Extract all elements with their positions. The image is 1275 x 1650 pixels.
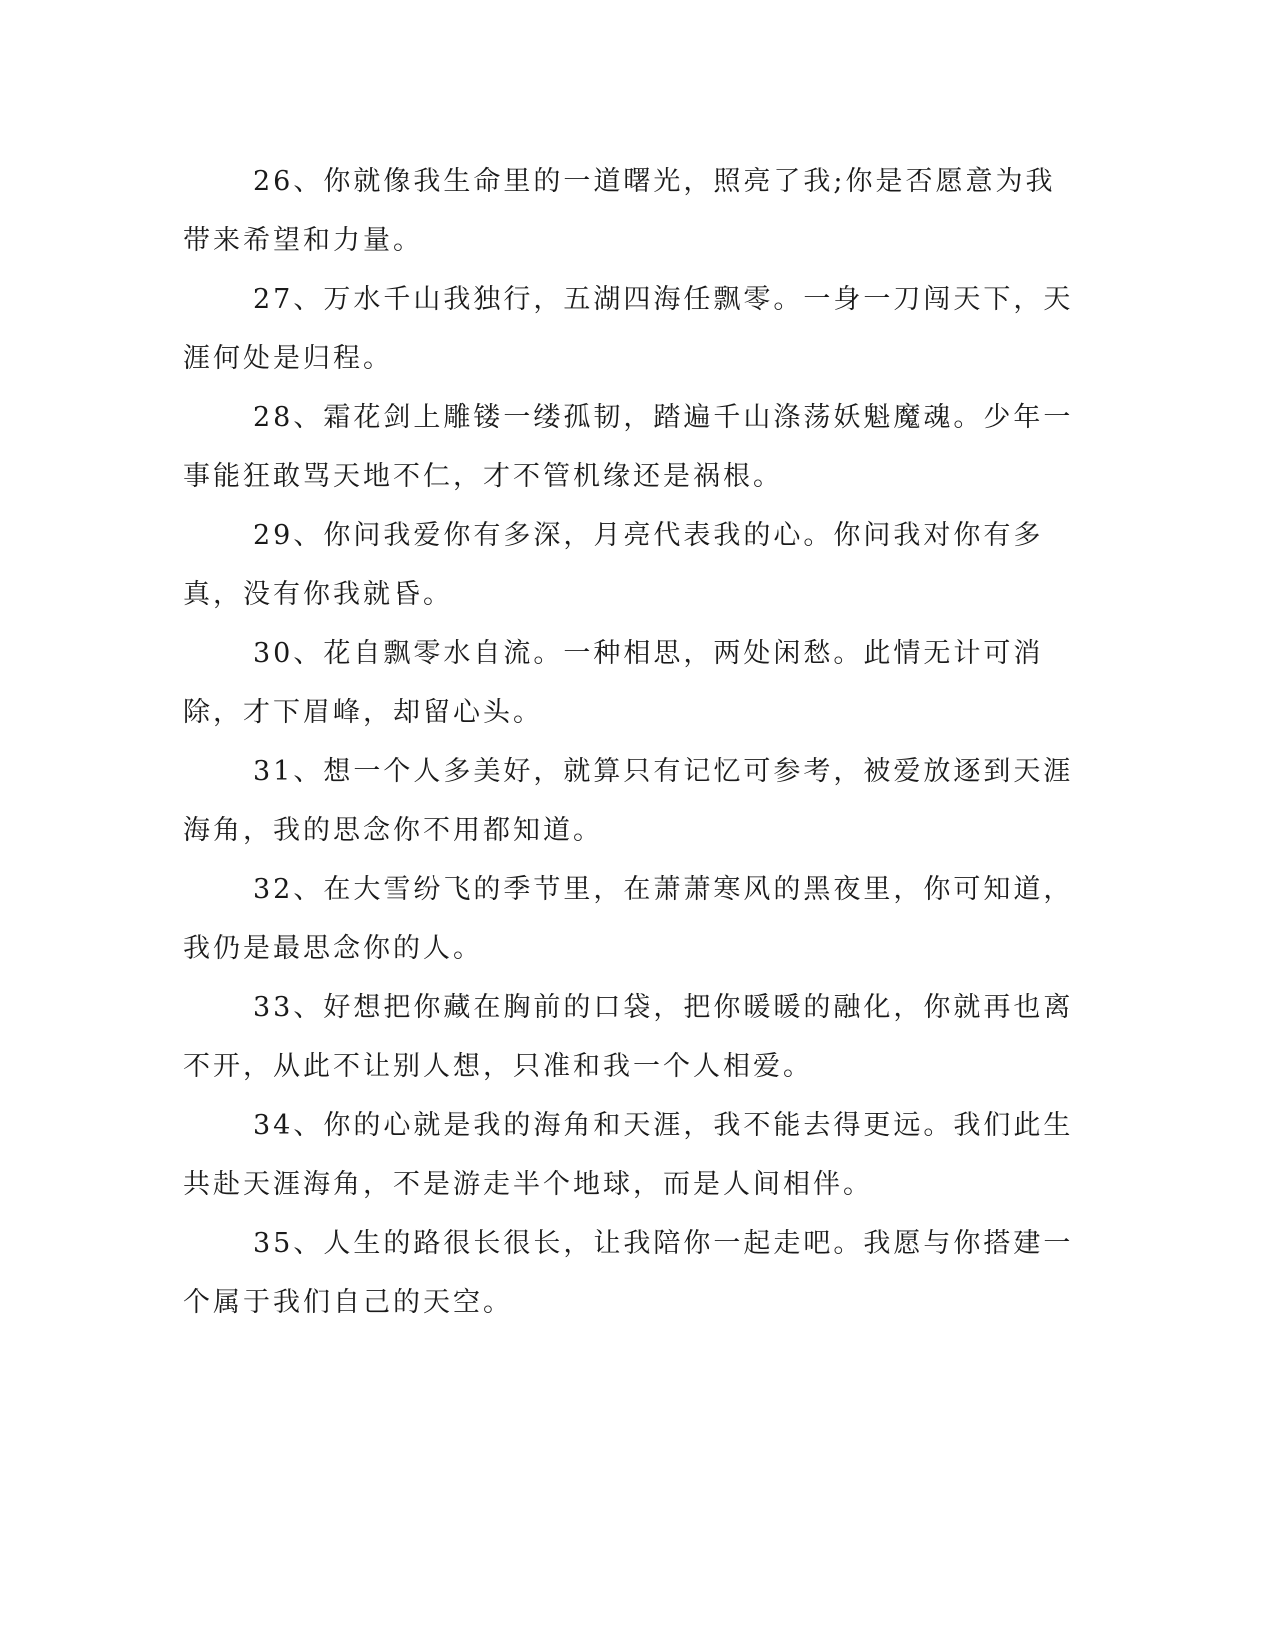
paragraph-33: 33、好想把你藏在胸前的口袋，把你暖暖的融化，你就再也离不开，从此不让别人想，只准和我一个人相爱。 [183,992,1074,1082]
paragraph-32: 32、在大雪纷飞的季节里，在萧萧寒风的黑夜里，你可知道，我仍是最思念你的人。 [183,874,1074,964]
paragraph-34: 34、你的心就是我的海角和天涯，我不能去得更远。我们此生共赴天涯海角，不是游走半个地球，而是人间相伴。 [183,1110,1074,1200]
paragraph-35: 35、人生的路很长很长，让我陪你一起走吧。我愿与你搭建一个属于我们自己的天空。 [183,1228,1074,1318]
paragraph-27: 27、万水千山我独行，五湖四海任飘零。一身一刀闯天下，天涯何处是归程。 [183,284,1074,374]
paragraph-29: 29、你问我爱你有多深，月亮代表我的心。你问我对你有多真，没有你我就昏。 [183,520,1044,610]
paragraph-30: 30、花自飘零水自流。一种相思，两处闲愁。此情无计可消除，才下眉峰，却留心头。 [183,638,1044,728]
paragraph-31: 31、想一个人多美好，就算只有记忆可参考，被爱放逐到天涯海角，我的思念你不用都知道。 [183,756,1074,846]
paragraph-26: 26、你就像我生命里的一道曙光，照亮了我;你是否愿意为我带来希望和力量。 [183,166,1056,256]
paragraph-28: 28、霜花剑上雕镂一缕孤韧，踏遍千山涤荡妖魁魔魂。少年一事能狂敢骂天地不仁，才不管机缘还是祸根。 [183,402,1074,492]
document-body [183,152,1078,1332]
